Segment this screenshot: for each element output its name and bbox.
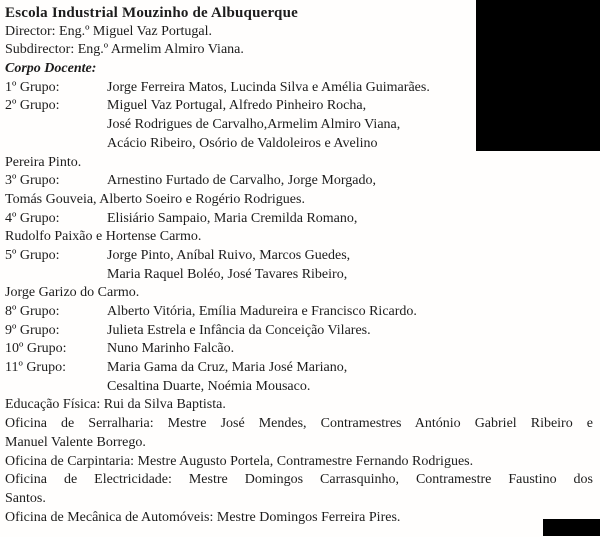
educacao-fisica-line: Educação Física: Rui da Silva Baptista.	[5, 397, 226, 413]
grupo-5-overflow: Jorge Garizo do Carmo.	[5, 285, 140, 301]
subdirector-line: Subdirector: Eng.º Armelim Almiro Viana.	[5, 42, 244, 58]
grupo-4-label: 4º Grupo:	[5, 210, 60, 226]
grupo-9-label: 9º Grupo:	[5, 322, 60, 338]
oficina-serralharia-line: Oficina de Serralharia: Mestre José Mendes, Contramestres António Gabriel Ribeiro e	[5, 416, 593, 432]
grupo-1-members: Jorge Ferreira Matos, Lucinda Silva e Amélia Guimarães.	[107, 79, 430, 95]
director-line: Director: Eng.º Miguel Vaz Portugal.	[5, 23, 213, 39]
grupo-5-continuation	[5, 266, 600, 285]
grupo-9-members: Julieta Estrela e Infância da Conceição Vilares.	[107, 322, 371, 338]
grupo-10-row	[5, 340, 600, 359]
oficina-mecanica-line: Oficina de Mecânica de Automóveis: Mestre Domingos Ferreira Pires.	[5, 509, 401, 525]
grupo-4-row	[5, 210, 600, 229]
grupo-8-members: Alberto Vitória, Emília Madureira e Francisco Ricardo.	[107, 304, 417, 319]
grupo-8-row	[5, 303, 600, 322]
grupo-11-row	[5, 359, 600, 378]
grupo-5-members-cont: Maria Raquel Boléo, José Tavares Ribeiro,	[107, 266, 348, 282]
grupo-2-members: Miguel Vaz Portugal, Alfredo Pinheiro Rocha,	[107, 98, 367, 114]
oficina-carpintaria-line: Oficina de Carpintaria: Mestre Augusto Portela, Contramestre Fernando Rodrigues.	[5, 453, 474, 469]
grupo-2-overflow: Pereira Pinto.	[5, 154, 82, 170]
grupo-2-members-cont: Acácio Ribeiro, Osório de Valdoleiros e Avelino	[107, 135, 378, 151]
grupo-3-overflow: Tomás Gouveia, Alberto Soeiro e Rogério Rodrigues.	[5, 191, 305, 207]
grupo-9-row	[5, 322, 600, 341]
grupo-11-members: Maria Gama da Cruz, Maria José Mariano,	[107, 360, 348, 376]
grupo-5-members: Jorge Pinto, Aníbal Ruivo, Marcos Guedes,	[107, 247, 351, 263]
grupo-10-label: 10º Grupo:	[5, 341, 67, 357]
grupo-1-label: 1º Grupo:	[5, 79, 60, 95]
grupo-3-row	[5, 172, 600, 191]
grupo-3-label: 3º Grupo:	[5, 173, 60, 189]
grupo-4-overflow: Rudolfo Paixão e Hortense Carmo.	[5, 229, 202, 245]
grupo-3-members: Arnestino Furtado de Carvalho, Jorge Morgado,	[107, 173, 376, 189]
oficina-electricidade-line: Oficina de Electricidade: Mestre Domingos Carrasquinho, Contramestre Faustino dos	[5, 472, 593, 488]
grupo-2-label: 2º Grupo:	[5, 98, 60, 114]
redaction-box-top	[476, 0, 600, 151]
grupo-2-members-cont: José Rodrigues de Carvalho,Armelim Almiro Viana,	[107, 117, 401, 133]
oficina-serralharia-overflow: Manuel Valente Borrego.	[5, 434, 146, 450]
grupo-11-members-cont: Cesaltina Duarte, Noémia Mousaco.	[107, 378, 311, 394]
grupo-8-label: 8º Grupo:	[5, 304, 60, 319]
grupo-5-label: 5º Grupo:	[5, 247, 60, 263]
grupo-10-members: Nuno Marinho Falcão.	[107, 341, 235, 357]
page-title: Escola Industrial Mouzinho de Albuquerque	[5, 5, 298, 21]
grupo-11-label: 11º Grupo:	[5, 360, 66, 376]
corpo-docente-heading: Corpo Docente:	[5, 61, 97, 77]
oficina-electricidade-overflow: Santos.	[5, 490, 46, 506]
grupo-11-continuation	[5, 378, 600, 397]
grupo-5-row	[5, 247, 600, 266]
grupo-4-members: Elisiário Sampaio, Maria Cremilda Romano,	[107, 210, 358, 226]
redaction-box-bottom	[543, 519, 600, 536]
